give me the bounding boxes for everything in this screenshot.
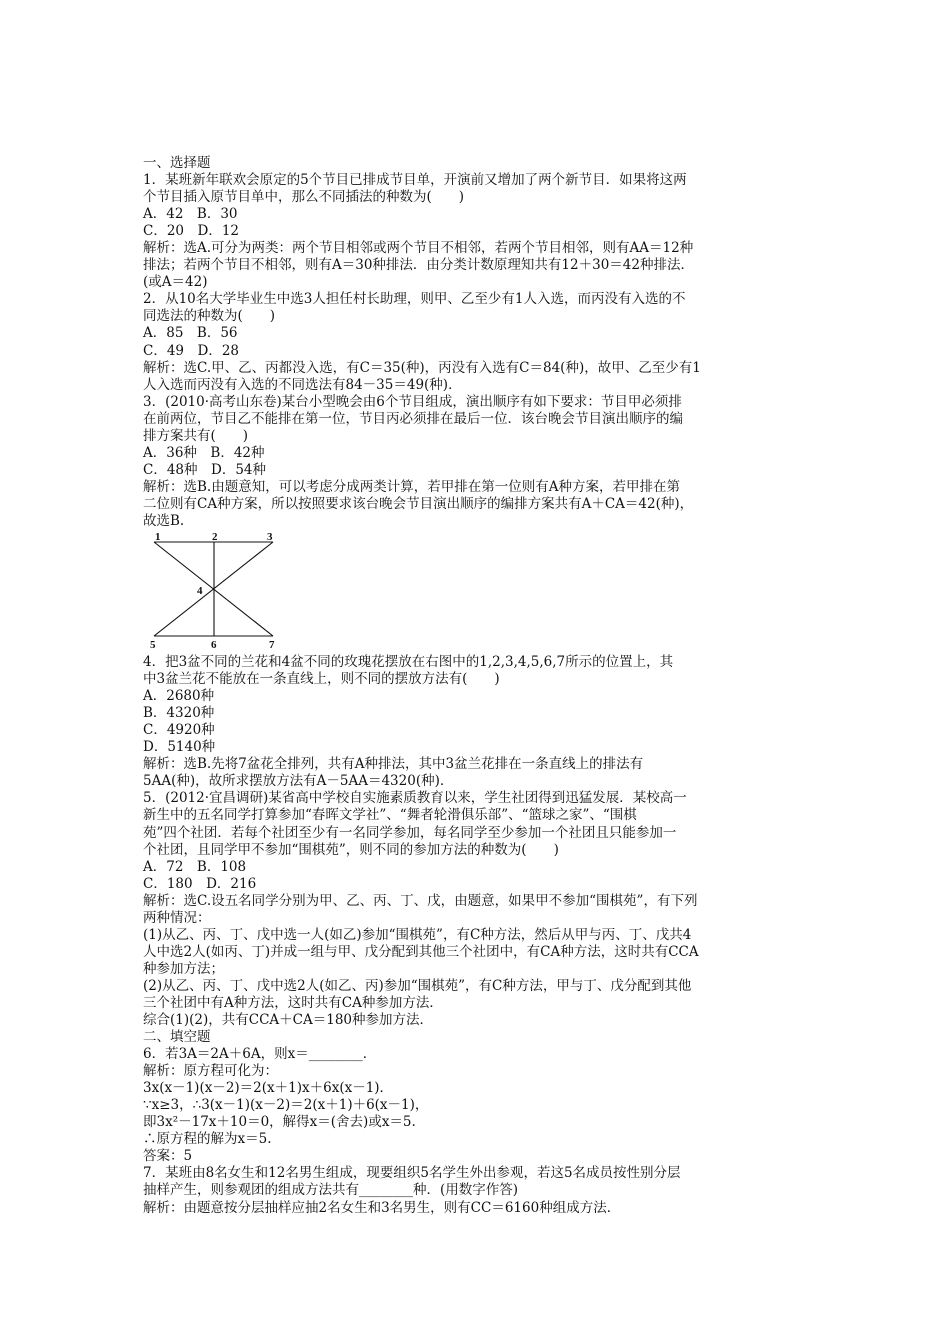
question-1	[143, 172, 813, 291]
question-option: A．72 B．108	[143, 858, 247, 875]
question-analysis: (或A＝42)	[143, 274, 208, 291]
question-stem: 同选法的种数为( )	[143, 308, 276, 325]
question-analysis: 两种情况：	[143, 909, 211, 926]
question-analysis: 解析：选B.由题意知，可以考虑分成两类计算，若甲排在第一位则有A种方案，若甲排在第	[143, 478, 680, 495]
position-label-5: 5	[150, 639, 156, 652]
question-line: 抽样产生，则参观团的组成方法共有________种．(用数字作答)	[143, 1182, 519, 1199]
position-label-1: 1	[155, 533, 161, 544]
question-option: B．4320种	[143, 705, 215, 722]
question-analysis: 解析：选C.设五名同学分别为甲、乙、丙、丁、戊，由题意，如果甲不参加“围棋苑”，有下列	[143, 892, 698, 909]
question-analysis: 5AA(种)，故所求摆放方法有A－5AA＝4320(种)．	[143, 773, 454, 790]
question-line: ∴原方程的解为x＝5.	[143, 1131, 272, 1148]
question-analysis: 人中选2人(如丙、丁)并成一组与甲、戊分配到其他三个社团中，有CA种方法，这时共有CCA	[143, 943, 699, 960]
question-option: C．20 D．12	[143, 223, 240, 240]
question-option: C．4920种	[143, 722, 215, 739]
question-analysis: 人入选而丙没有入选的不同选法有84－35＝49(种)．	[143, 376, 462, 393]
question-stem: 苑”四个社团．若每个社团至少有一名同学参加，每名同学至少参加一个社团且只能参加一	[143, 824, 677, 841]
question-line: 解析：由题意按分层抽样应抽2名女生和3名男生，则有CC＝6160种组成方法．	[143, 1199, 621, 1216]
question-stem: 3．(2010·高考山东卷)某台小型晚会由6个节目组成，演出顺序有如下要求：节目甲必须排	[143, 393, 682, 410]
question-option: A．36种 B．42种	[143, 444, 265, 461]
question-option: A．85 B．56	[143, 325, 238, 342]
question-analysis: 三个社团中有A种方法，这时共有CA种参加方法．	[143, 994, 443, 1011]
question-analysis: 故选B.	[143, 512, 185, 529]
section-heading-fill: 二、填空题	[143, 1029, 211, 1046]
question-5	[143, 790, 813, 1029]
question-stem: 5．(2012·宜昌调研)某省高中学校自实施素质教育以来，学生社团得到迅猛发展．某校高一	[143, 790, 687, 807]
answer-line: 答案：5	[143, 1148, 193, 1165]
question-line: 7．某班由8名女生和12名男生组成，现要组织5名学生外出参观，若这5名成员按性别分层	[143, 1165, 681, 1182]
question-analysis: (2)从乙、丙、丁、戊中选2人(如乙、丙)参加“围棋苑”，有C种方法，甲与丁、戊分配到其他	[143, 977, 692, 994]
section-heading-choice: 一、选择题	[143, 155, 211, 171]
question-stem: 4．把3盆不同的兰花和4盆不同的玫瑰花摆放在右图中的1,2,3,4,5,6,7所示的位置上，其	[143, 654, 674, 671]
question-option: A．42 B．30	[143, 206, 238, 223]
position-label-3: 3	[267, 533, 273, 544]
question-7	[143, 1165, 813, 1216]
question-stem: 个社团，且同学甲不参加“围棋苑”，则不同的参加方法的种数为( )	[143, 841, 559, 858]
question-line: 3x(x－1)(x－2)＝2(x＋1)x＋6x(x－1)．	[143, 1080, 394, 1097]
question-stem: 中3盆兰花不能放在一条直线上，则不同的摆放方法有( )	[143, 671, 500, 688]
position-label-6: 6	[211, 639, 217, 652]
question-2	[143, 291, 813, 393]
question-analysis: 解析：选B.先将7盆花全排列，共有A种排法，其中3盆兰花排在一条直线上的排法有	[143, 756, 644, 773]
question-line: 解析：原方程可化为：	[143, 1063, 278, 1080]
question-stem: 在前两位，节目乙不能排在第一位，节目丙必须排在最后一位．该台晚会节目演出顺序的编	[143, 410, 683, 427]
question-stem: 新生中的五名同学打算参加“春晖文学社”、“舞者轮滑俱乐部”、“篮球之家”、“围棋	[143, 807, 637, 824]
question-analysis: 排法；若两个节目不相邻，则有A＝30种排法．由分类计数原理知共有12＋30＝42种排法．	[143, 257, 694, 274]
question-line: 6．若3A＝2A＋6A，则x＝________．	[143, 1046, 377, 1063]
question-analysis: 种参加方法；	[143, 960, 224, 977]
question-analysis: 二位则有CA种方案，所以按照要求该台晚会节目演出顺序的编排方案共有A＋CA＝42(种)，	[143, 495, 694, 512]
question-option: C．49 D．28	[143, 342, 240, 359]
position-label-4: 4	[197, 585, 203, 598]
question-stem: 个节目插入原节目单中，那么不同插法的种数为( )	[143, 189, 465, 206]
question-option: C．180 D．216	[143, 875, 257, 892]
question-stem: 2．从10名大学毕业生中选3人担任村长助理，则甲、乙至少有1人入选，而丙没有入选的不	[143, 291, 686, 308]
question-3	[143, 394, 813, 530]
question-option: A．2680种	[143, 688, 215, 705]
position-label-7: 7	[269, 639, 275, 652]
position-diagram	[147, 533, 277, 651]
diagram-svg	[147, 533, 277, 651]
question-line: 即3x²－17x＋10＝0，解得x＝(舍去)或x＝5.	[143, 1114, 416, 1131]
question-analysis: 解析：选A.可分为两类：两个节目相邻或两个节目不相邻，若两个节目相邻，则有AA＝12种	[143, 240, 694, 257]
question-analysis: (1)从乙、丙、丁、戊中选一人(如乙)参加“围棋苑”，有C种方法，然后从甲与丙、丁、戊共4	[143, 926, 692, 943]
question-stem: 1．某班新年联欢会原定的5个节目已排成节目单，开演前又增加了两个新节目．如果将这两	[143, 172, 687, 189]
question-stem: 排方案共有( )	[143, 427, 249, 444]
position-label-2: 2	[212, 533, 218, 544]
question-option: C．48种 D．54种	[143, 461, 267, 478]
document-body	[143, 155, 813, 1217]
question-analysis: 解析：选C.甲、乙、丙都没入选，有C＝35(种)，丙没有入选有C＝84(种)，故甲、乙至少有1	[143, 359, 701, 376]
question-6	[143, 1046, 813, 1165]
question-analysis: 综合(1)(2)，共有CCA＋CA＝180种参加方法．	[143, 1012, 433, 1029]
question-line: ∵x≥3，∴3(x－1)(x－2)＝2(x＋1)＋6(x－1)，	[143, 1097, 429, 1114]
question-option: D．5140种	[143, 739, 216, 756]
question-4	[143, 654, 813, 790]
